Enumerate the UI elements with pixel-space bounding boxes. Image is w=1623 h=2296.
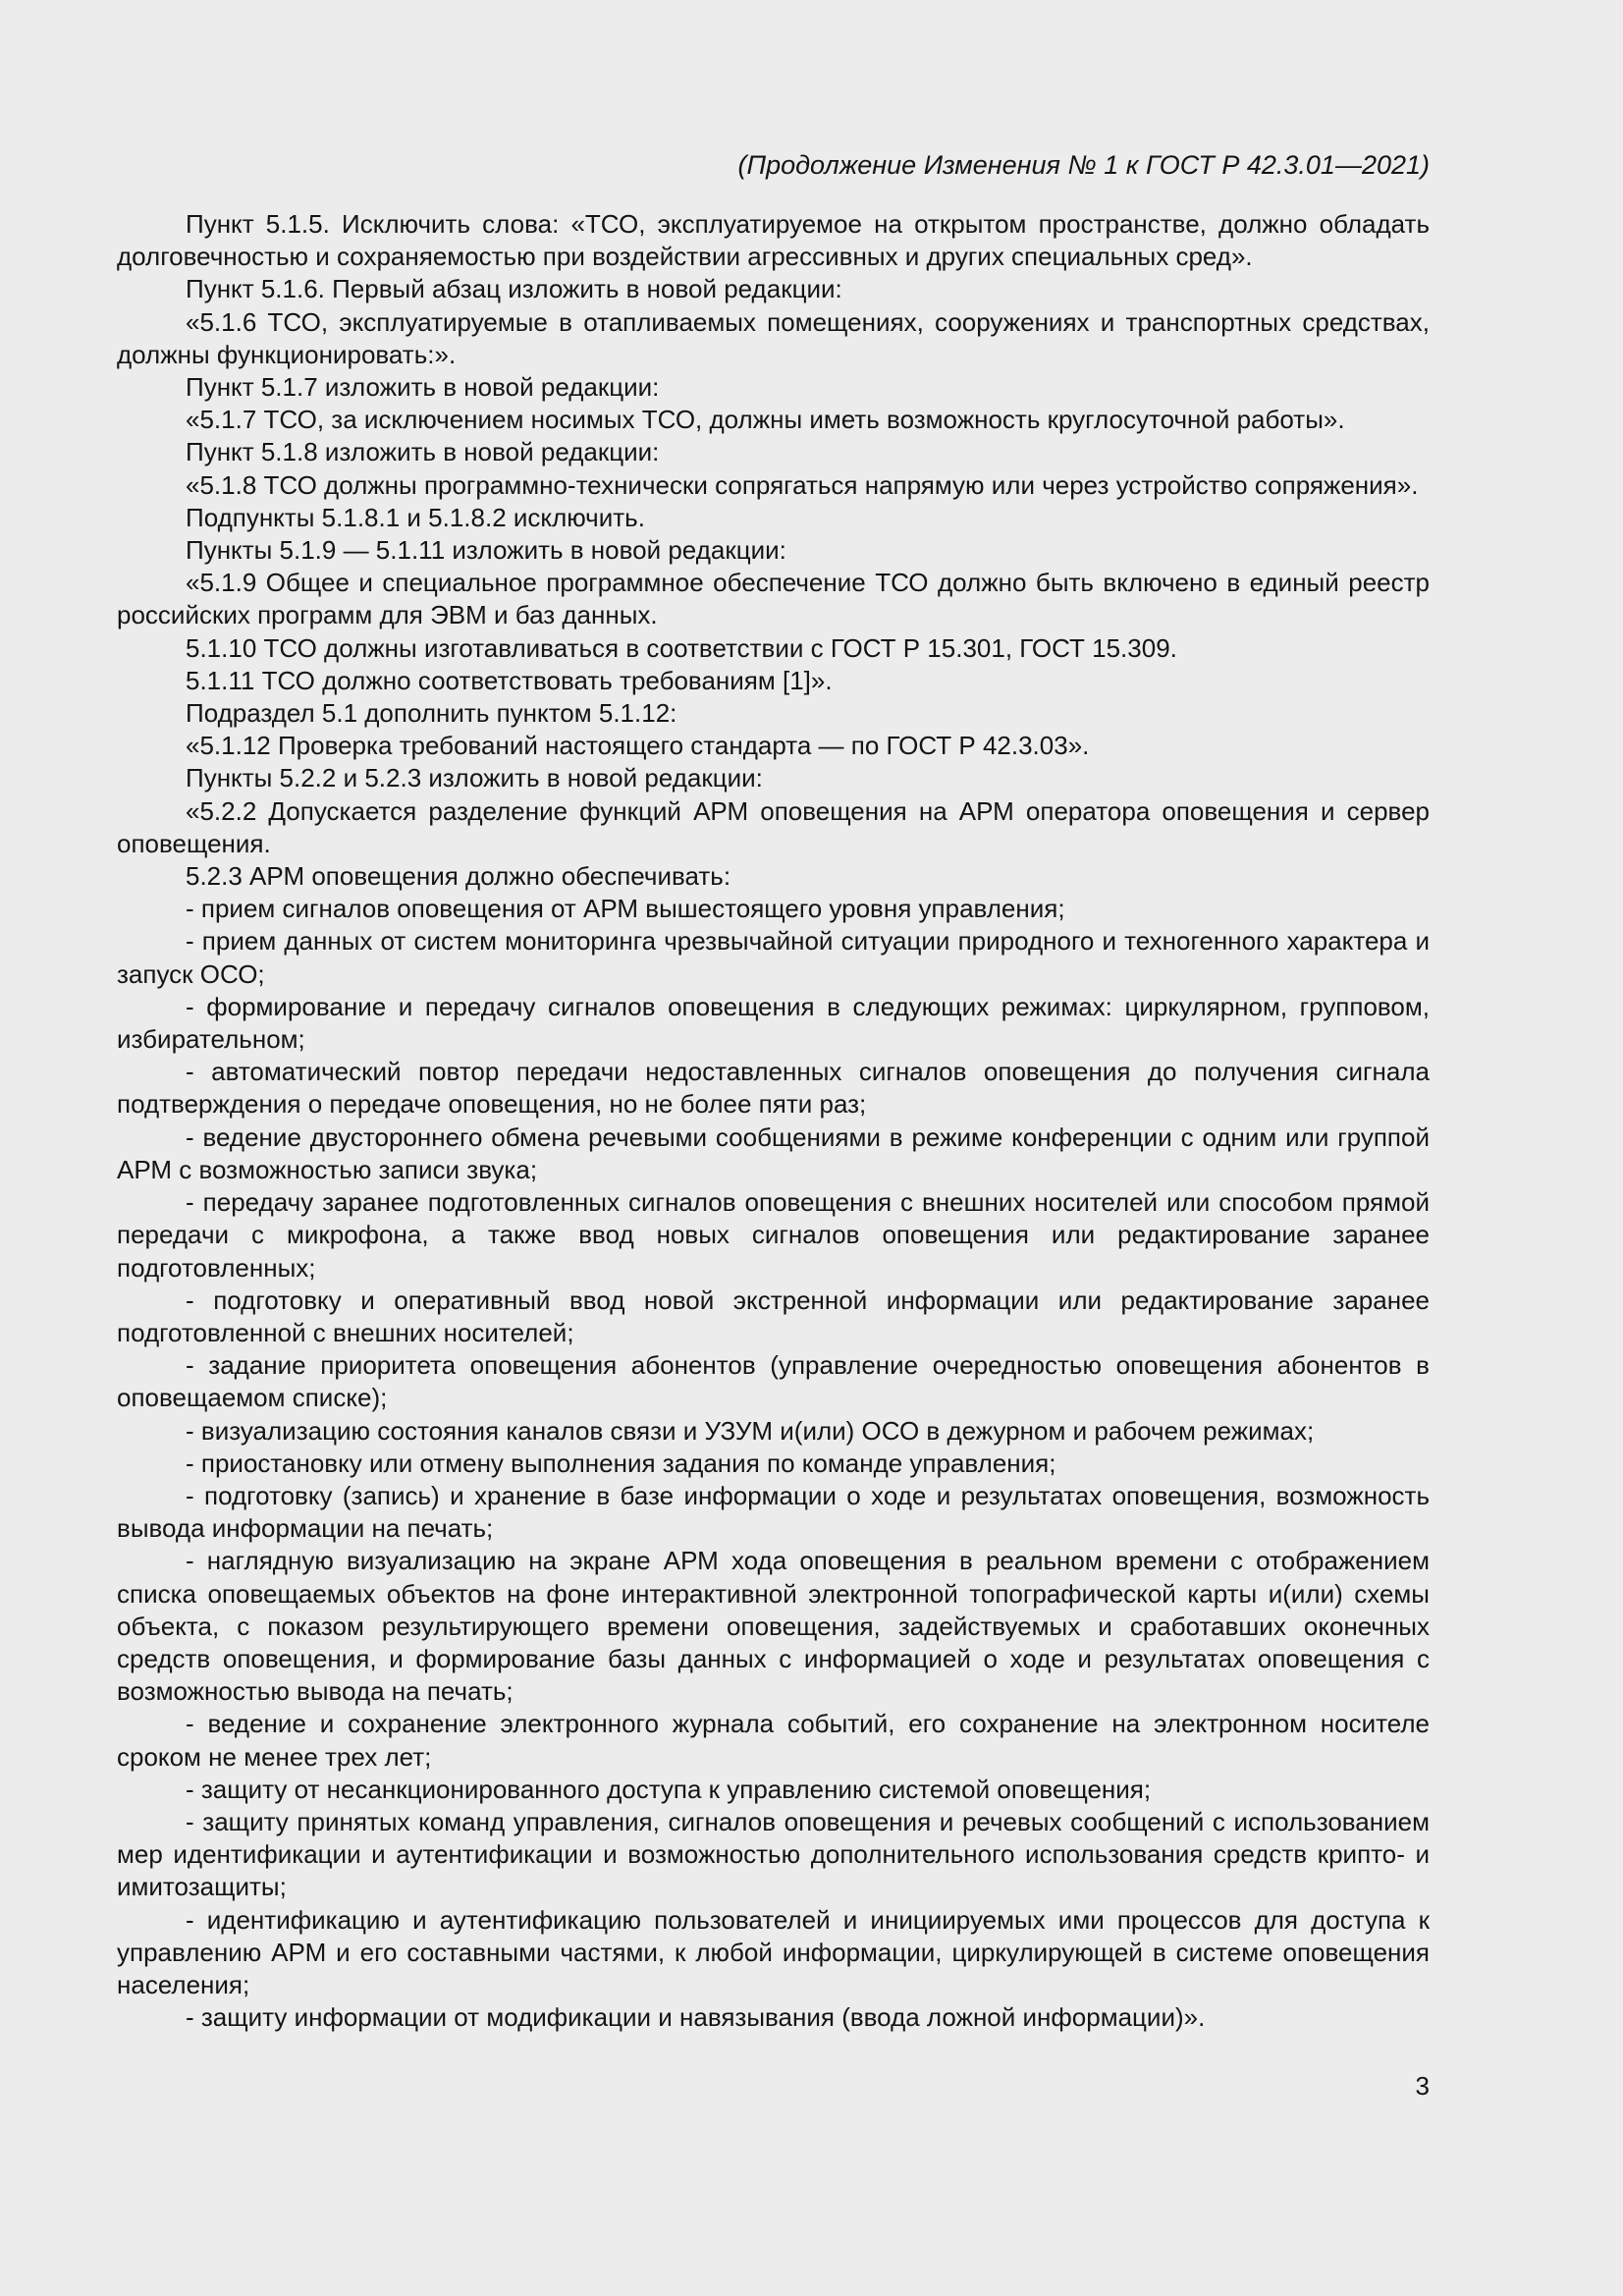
paragraph: Пункт 5.1.5. Исключить слова: «ТСО, эксплуатируемое на открытом пространстве, должно обладать долговечностью и сохраняемостью при воздействии агрессивных и других специальных сред». — [117, 209, 1430, 272]
list-item: - ведение двустороннего обмена речевыми сообщениями в режиме конференции с одним или группой АРМ с возможностью записи звука; — [117, 1121, 1430, 1184]
list-item: - передачу заранее подготовленных сигналов оповещения с внешних носителей или способом прямой передачи с микрофона, а также ввод новых сигналов оповещения или редактирование заранее подготовленных; — [117, 1187, 1430, 1283]
paragraph: 5.1.10 ТСО должны изготавливаться в соответствии с ГОСТ Р 15.301, ГОСТ 15.309. — [186, 632, 1177, 663]
paragraph: Пункт 5.1.8 изложить в новой редакции: — [186, 437, 660, 467]
paragraph: «5.1.9 Общее и специальное программное обеспечение ТСО должно быть включено в единый реестр российских программ для ЭВМ и баз данных. — [117, 568, 1430, 630]
paragraph: «5.1.6 ТСО, эксплуатируемые в отапливаемых помещениях, сооружениях и транспортных средствах, должны функционировать:». — [117, 306, 1430, 369]
list-item: - подготовку и оперативный ввод новой экстренной информации или редактирование заранее подготовленной с внешних носителей; — [117, 1285, 1430, 1347]
paragraph: Пункты 5.2.2 и 5.2.3 изложить в новой редакции: — [186, 763, 763, 793]
list-item: - наглядную визуализацию на экране АРМ хода оповещения в реальном времени с отображением списка оповещаемых объектов на фоне интерактивной электронной топографической карты и(или) схемы объекта, с показом результирующего времени оповещения, задействуемых и сработавших оконечных средств оповещения, и формирование базы данных с информацией о ходе и результатах оповещения с возможностью вывода на печать; — [117, 1546, 1430, 1707]
paragraph: «5.1.12 Проверка требований настоящего стандарта — по ГОСТ Р 42.3.03». — [186, 731, 1090, 761]
paragraph: Пункт 5.1.7 изложить в новой редакции: — [186, 372, 660, 403]
paragraph: Подпункты 5.1.8.1 и 5.1.8.2 исключить. — [186, 502, 645, 532]
list-item: - защиту принятых команд управления, сигналов оповещения и речевых сообщений с использованием мер идентификации и аутентификации и возможностью дополнительного использования средств крипто- и имитозащиты; — [117, 1806, 1430, 1902]
list-item: - ведение и сохранение электронного журнала событий, его сохранение на электронном носителе сроком не менее трех лет; — [117, 1709, 1430, 1772]
list-item: - подготовку (запись) и хранение в базе информации о ходе и результатах оповещения, возможность вывода информации на печать; — [117, 1480, 1430, 1544]
paragraph: Пункты 5.1.9 — 5.1.11 изложить в новой редакции: — [186, 535, 786, 566]
list-item: - визуализацию состояния каналов связи и УЗУМ и(или) ОСО в дежурном и рабочем режимах; — [186, 1415, 1315, 1446]
paragraph: «5.2.2 Допускается разделение функций АРМ оповещения на АРМ оператора оповещения и сервер оповещения. — [117, 795, 1430, 858]
list-item: - приостановку или отмену выполнения задания по команде управления; — [186, 1448, 1056, 1478]
list-item: - прием данных от систем мониторинга чрезвычайной ситуации природного и техногенного характера и запуск ОСО; — [117, 926, 1430, 989]
paragraph: «5.1.7 ТСО, за исключением носимых ТСО, должны иметь возможность круглосуточной работы». — [186, 405, 1345, 435]
paragraph: 5.1.11 ТСО должно соответствовать требованиям [1]». — [186, 665, 833, 695]
paragraph: Подраздел 5.1 дополнить пунктом 5.1.12: — [186, 698, 677, 729]
list-item: - идентификацию и аутентификацию пользователей и инициируемых ими процессов для доступа к управлению АРМ и его составными частями, к любой информации, циркулирующей в системе оповещения населения; — [117, 1904, 1430, 1999]
list-item: - формирование и передачу сигналов оповещения в следующих режимах: циркулярном, групповом, избирательном; — [117, 991, 1430, 1055]
paragraph: 5.2.3 АРМ оповещения должно обеспечивать: — [186, 861, 731, 892]
list-item: - защиту от несанкционированного доступа к управлению системой оповещения; — [186, 1774, 1152, 1804]
list-item: - автоматический повтор передачи недоставленных сигналов оповещения до получения сигнала подтверждения о передаче оповещения, но не более пяти раз; — [117, 1057, 1430, 1120]
list-item: - задание приоритета оповещения абонентов (управление очередностью оповещения абонентов в оповещаемом списке); — [117, 1350, 1430, 1413]
list-item: - прием сигналов оповещения от АРМ вышестоящего уровня управления; — [186, 894, 1065, 924]
paragraph: Пункт 5.1.6. Первый абзац изложить в новой редакции: — [186, 274, 842, 304]
list-item: - защиту информации от модификации и навязывания (ввода ложной информации)». — [186, 2002, 1206, 2033]
page-number: 3 — [1415, 2071, 1430, 2101]
paragraph: «5.1.8 ТСО должны программно-технически сопрягаться напрямую или через устройство сопряжения». — [186, 469, 1419, 500]
continuation-header: (Продолжение Изменения № 1 к ГОСТ Р 42.3.01—2021) — [737, 150, 1430, 180]
document-body — [117, 208, 1430, 2034]
